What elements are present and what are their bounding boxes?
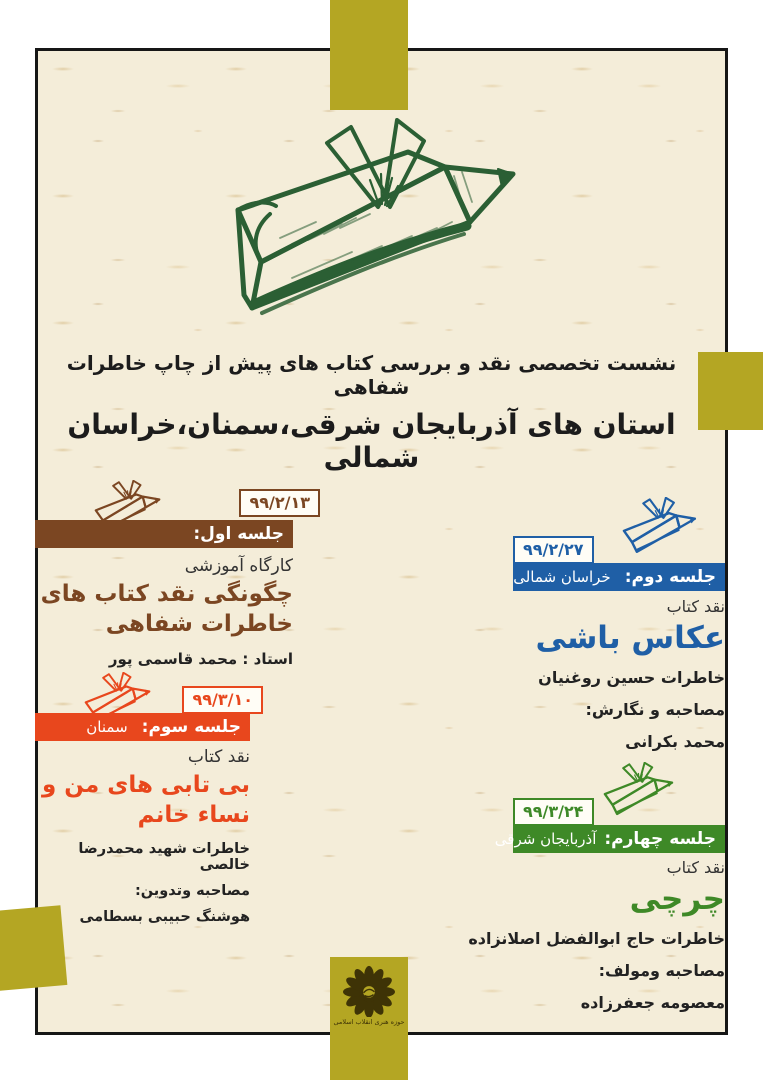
- session-2-ribbon-location: خراسان شمالی: [513, 568, 611, 586]
- session-1-kicker: کارگاه آموزشی: [184, 556, 293, 576]
- poster-title: [50, 351, 693, 474]
- session-3-book-title: بی تابی های من و نساء خانم: [41, 772, 250, 828]
- session-2-book-title: عکاس باشی: [535, 620, 725, 656]
- session-block-4: [430, 762, 725, 1017]
- session-3-detail: هوشنگ حبیبی بسطامی: [79, 908, 250, 925]
- title-line-2: استان های آذربایجان شرقی،سمنان،خراسان شمالی: [67, 408, 676, 474]
- session-4-date: ۹۹/۳/۲۴: [513, 798, 594, 826]
- session-3-kicker: نقد کتاب: [187, 747, 250, 767]
- session-2-date: ۹۹/۲/۲۷: [513, 536, 594, 564]
- session-4-detail: خاطرات حاج ابوالفضل اصلانزاده: [468, 929, 725, 948]
- session-4-ribbon-location: آذربایجان شرقی: [494, 830, 597, 848]
- session-2-kicker: نقد کتاب: [666, 597, 725, 616]
- session-2-detail: محمد بکرانی: [625, 732, 725, 751]
- session-4-book-title: چرچی: [629, 881, 725, 917]
- session-3-detail: مصاحبه وتدوین:: [134, 882, 250, 899]
- session-4-ribbon-label: جلسه چهارم:: [604, 829, 716, 849]
- olive-tab-right: [698, 352, 763, 430]
- session-4-detail: معصومه جعفرزاده: [580, 993, 725, 1012]
- session-1-ribbon-label: جلسه اول:: [193, 524, 284, 544]
- session-block-3: [35, 672, 253, 925]
- title-line-1: نشست تخصصی نقد و بررسی کتاب های پیش از چاپ خاطرات شفاهی: [66, 351, 677, 399]
- rosette-logo-icon: [340, 965, 398, 1017]
- session-4-detail: مصاحبه ومولف:: [598, 961, 725, 980]
- session-3-ribbon-location: سمنان: [86, 718, 128, 736]
- session-block-2: [430, 497, 725, 757]
- logo-caption: حوزه هنری انقلاب اسلامی: [333, 1018, 405, 1026]
- pencil-book-sketch: [232, 110, 524, 328]
- session-2-detail: خاطرات حسین روغنیان: [538, 668, 725, 687]
- session-1-book-title: چگونگی نقد کتاب های خاطرات شفاهی: [40, 581, 293, 637]
- olive-tab-top: [330, 0, 408, 110]
- session-2-detail: مصاحبه و نگارش:: [585, 700, 725, 719]
- session-3-ribbon-label: جلسه سوم:: [141, 717, 241, 737]
- session-1-detail: استاد : محمد قاسمی پور: [108, 649, 293, 668]
- session-3-date: ۹۹/۳/۱۰: [182, 686, 263, 714]
- session-block-1: [35, 480, 310, 675]
- session-4-kicker: نقد کتاب: [666, 858, 725, 877]
- session-2-ribbon-label: جلسه دوم:: [624, 567, 716, 587]
- olive-tab-bottom: [330, 957, 408, 1080]
- olive-tab-left: [0, 905, 67, 991]
- session-3-detail: خاطرات شهید محمدرضا خالصی: [78, 840, 250, 873]
- session-1-date: ۹۹/۲/۱۳: [239, 489, 320, 517]
